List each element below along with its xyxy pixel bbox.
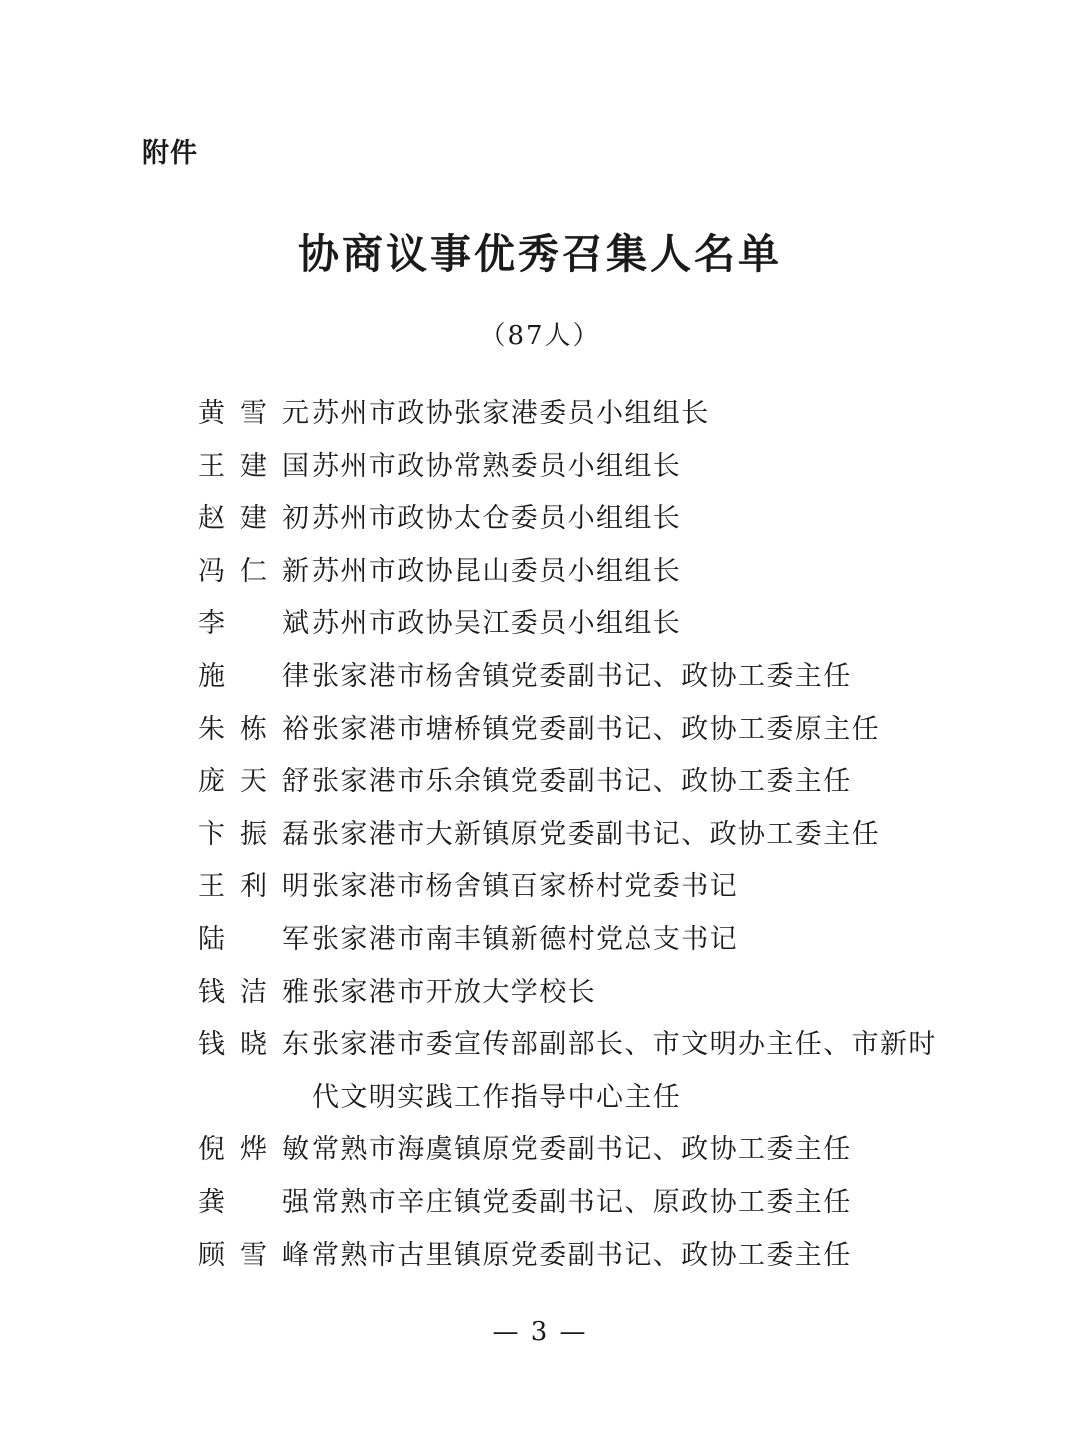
list-item xyxy=(198,1019,958,1124)
person-title: 张家港市杨舍镇党委副书记、政协工委主任 xyxy=(312,660,852,692)
roster-list xyxy=(198,388,958,1282)
person-name: 朱栋裕 xyxy=(198,713,310,745)
list-item xyxy=(198,651,958,704)
list-item xyxy=(198,914,958,967)
person-title: 常熟市海虞镇原党委副书记、政协工委主任 xyxy=(312,1134,852,1166)
person-name: 王利明 xyxy=(198,871,310,903)
person-name: 钱洁雅 xyxy=(198,976,310,1008)
person-name: 龚 强 xyxy=(198,1186,310,1218)
person-title: 张家港市委宣传部副部长、市文明办主任、市新时代文明实践工作指导中心主任 xyxy=(312,1029,937,1113)
person-name: 黄雪元 xyxy=(198,398,310,429)
person-name: 卞振磊 xyxy=(198,818,310,850)
attachment-label: 附件 xyxy=(142,138,198,169)
list-item xyxy=(198,1177,958,1230)
person-title: 苏州市政协张家港委员小组组长 xyxy=(312,398,710,429)
list-item xyxy=(198,704,958,757)
person-title: 张家港市大新镇原党委副书记、政协工委主任 xyxy=(312,818,880,850)
page-subtitle: （87人） xyxy=(479,321,601,351)
person-title: 张家港市开放大学校长 xyxy=(312,976,596,1008)
page-number: — 3 — xyxy=(492,1317,588,1347)
person-name: 冯仁新 xyxy=(198,555,310,587)
person-title: 张家港市杨舍镇百家桥村党委书记 xyxy=(312,871,738,903)
person-name: 陆 军 xyxy=(198,923,310,955)
list-item xyxy=(198,598,958,651)
page-title: 协商议事优秀召集人名单 xyxy=(298,230,782,278)
list-item xyxy=(198,388,958,441)
person-title: 苏州市政协太仓委员小组组长 xyxy=(312,503,682,535)
person-name: 赵建初 xyxy=(198,503,310,535)
person-name: 钱晓东 xyxy=(198,1029,310,1061)
list-item xyxy=(198,756,958,809)
person-title: 常熟市古里镇原党委副书记、政协工委主任 xyxy=(312,1239,852,1271)
person-name: 倪烨敏 xyxy=(198,1134,310,1166)
list-item xyxy=(198,1124,958,1177)
person-title: 张家港市乐余镇党委副书记、政协工委主任 xyxy=(312,766,852,798)
list-item xyxy=(198,493,958,546)
person-name: 施 律 xyxy=(198,660,310,692)
person-name: 顾雪峰 xyxy=(198,1239,310,1271)
person-title: 苏州市政协常熟委员小组组长 xyxy=(312,450,682,482)
person-title: 常熟市辛庄镇党委副书记、原政协工委主任 xyxy=(312,1186,852,1218)
list-item xyxy=(198,967,958,1020)
list-item xyxy=(198,1230,958,1283)
person-name: 王建国 xyxy=(198,450,310,482)
person-title: 苏州市政协昆山委员小组组长 xyxy=(312,555,682,587)
person-title: 张家港市南丰镇新德村党总支书记 xyxy=(312,923,738,955)
list-item xyxy=(198,546,958,599)
person-name: 庞天舒 xyxy=(198,766,310,798)
list-item xyxy=(198,861,958,914)
person-title: 苏州市政协吴江委员小组组长 xyxy=(312,608,682,640)
person-name: 李 斌 xyxy=(198,608,310,640)
list-item xyxy=(198,809,958,862)
person-title: 张家港市塘桥镇党委副书记、政协工委原主任 xyxy=(312,713,880,745)
list-item xyxy=(198,441,958,494)
